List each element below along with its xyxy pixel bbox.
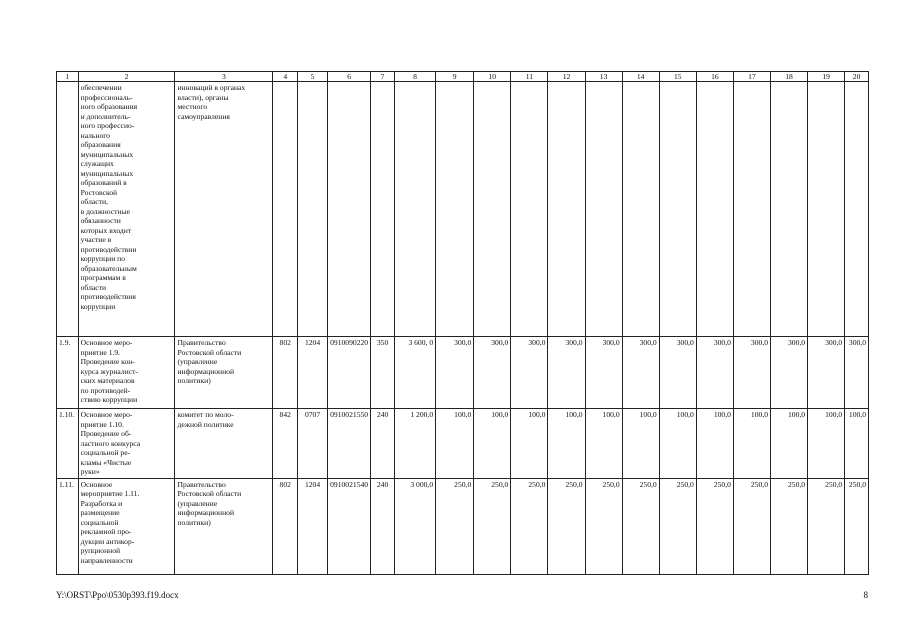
year-amount xyxy=(771,82,808,337)
vr-code: 240 xyxy=(371,478,395,574)
year-amount: 300,0 xyxy=(548,337,585,409)
column-number: 11 xyxy=(511,72,548,82)
year-amount: 100,0 xyxy=(808,409,845,479)
year-amount: 250,0 xyxy=(659,478,696,574)
program-activities-table xyxy=(56,71,869,575)
year-amount xyxy=(808,82,845,337)
total-amount: 3 000,0 xyxy=(394,478,435,574)
year-amount: 100,0 xyxy=(511,409,548,479)
year-amount: 300,0 xyxy=(808,337,845,409)
year-amount: 100,0 xyxy=(436,409,474,479)
grbs-code: 842 xyxy=(273,409,298,479)
year-amount xyxy=(845,82,869,337)
total-amount: 1 200,0 xyxy=(394,409,435,479)
year-amount: 100,0 xyxy=(659,409,696,479)
year-amount: 300,0 xyxy=(622,337,659,409)
rzpr-code: 1204 xyxy=(298,337,328,409)
year-amount: 250,0 xyxy=(548,478,585,574)
year-amount: 300,0 xyxy=(771,337,808,409)
year-amount: 300,0 xyxy=(659,337,696,409)
column-number: 10 xyxy=(474,72,511,82)
table-row xyxy=(57,478,869,574)
table-row xyxy=(57,82,869,337)
document-file-path: Y:\ORST\Ppo\0530p393.f19.docx xyxy=(56,590,179,600)
year-amount: 100,0 xyxy=(622,409,659,479)
grbs-code: 802 xyxy=(273,478,298,574)
responsible-executor: инноваций в органах власти), органы местного самоуправления xyxy=(175,82,273,337)
rzpr-code xyxy=(298,82,328,337)
year-amount xyxy=(474,82,511,337)
column-number: 1 xyxy=(57,72,79,82)
year-amount: 250,0 xyxy=(771,478,808,574)
csr-code: 0910090220 xyxy=(327,337,370,409)
activity-name: обеспечении профессиональ- ного образования и дополнитель- ного профессио- нального образования муниципальных служащих муниципальных образований в Ростовской области, в должностные обязанности которых входит участие в противодействии коррупции по образовательным программам в области противодействия коррупции xyxy=(78,82,175,337)
year-amount: 250,0 xyxy=(511,478,548,574)
table-row xyxy=(57,337,869,409)
column-number: 13 xyxy=(585,72,622,82)
column-number: 19 xyxy=(808,72,845,82)
year-amount: 250,0 xyxy=(622,478,659,574)
table-row xyxy=(57,409,869,479)
year-amount xyxy=(622,82,659,337)
year-amount: 300,0 xyxy=(436,337,474,409)
year-amount xyxy=(585,82,622,337)
vr-code xyxy=(371,82,395,337)
year-amount xyxy=(436,82,474,337)
year-amount: 100,0 xyxy=(585,409,622,479)
rzpr-code: 1204 xyxy=(298,478,328,574)
year-amount: 250,0 xyxy=(585,478,622,574)
column-number: 20 xyxy=(845,72,869,82)
column-number: 12 xyxy=(548,72,585,82)
csr-code: 0910021550 xyxy=(327,409,370,479)
grbs-code: 802 xyxy=(273,337,298,409)
column-number: 14 xyxy=(622,72,659,82)
responsible-executor: комитет по моло- дежной политике xyxy=(175,409,273,479)
csr-code xyxy=(327,82,370,337)
year-amount: 100,0 xyxy=(696,409,733,479)
year-amount: 100,0 xyxy=(474,409,511,479)
column-number: 3 xyxy=(175,72,273,82)
year-amount: 250,0 xyxy=(808,478,845,574)
year-amount xyxy=(548,82,585,337)
year-amount: 300,0 xyxy=(845,337,869,409)
activity-name: Основное мероприятие 1.11. Разработка и размещение социальной рекламной про- дукции антикор- рупционной направленности xyxy=(78,478,175,574)
vr-code: 350 xyxy=(371,337,395,409)
year-amount: 300,0 xyxy=(585,337,622,409)
item-number: 1.9. xyxy=(57,337,79,409)
year-amount: 250,0 xyxy=(436,478,474,574)
column-number: 5 xyxy=(298,72,328,82)
column-number: 8 xyxy=(394,72,435,82)
year-amount xyxy=(733,82,770,337)
year-amount: 300,0 xyxy=(474,337,511,409)
column-number: 7 xyxy=(371,72,395,82)
year-amount: 100,0 xyxy=(845,409,869,479)
total-amount: 3 600, 0 xyxy=(394,337,435,409)
column-number: 4 xyxy=(273,72,298,82)
csr-code: 0910021540 xyxy=(327,478,370,574)
total-amount xyxy=(394,82,435,337)
page-number: 8 xyxy=(863,590,868,600)
year-amount xyxy=(511,82,548,337)
year-amount: 250,0 xyxy=(845,478,869,574)
year-amount: 250,0 xyxy=(696,478,733,574)
activity-name: Основное меро- приятие 1.10. Проведение об- ластного конкурса социальной ре- кламы «Чистые руки» xyxy=(78,409,175,479)
year-amount: 100,0 xyxy=(733,409,770,479)
column-number: 15 xyxy=(659,72,696,82)
year-amount xyxy=(659,82,696,337)
vr-code: 240 xyxy=(371,409,395,479)
year-amount: 300,0 xyxy=(733,337,770,409)
year-amount: 300,0 xyxy=(696,337,733,409)
column-number: 16 xyxy=(696,72,733,82)
grbs-code xyxy=(273,82,298,337)
responsible-executor: Правительство Ростовской области (управление информационной политики) xyxy=(175,478,273,574)
item-number: 1.11. xyxy=(57,478,79,574)
column-number: 9 xyxy=(436,72,474,82)
activity-name: Основное меро- приятие 1.9. Проведение кон- курса журналист- ских материалов по противодей- ствию коррупции xyxy=(78,337,175,409)
year-amount xyxy=(696,82,733,337)
item-number: 1.10. xyxy=(57,409,79,479)
column-number: 18 xyxy=(771,72,808,82)
responsible-executor: Правительство Ростовской области (управление информационной политики) xyxy=(175,337,273,409)
item-number xyxy=(57,82,79,337)
year-amount: 300,0 xyxy=(511,337,548,409)
year-amount: 250,0 xyxy=(474,478,511,574)
column-number: 2 xyxy=(78,72,175,82)
year-amount: 250,0 xyxy=(733,478,770,574)
year-amount: 100,0 xyxy=(548,409,585,479)
year-amount: 100,0 xyxy=(771,409,808,479)
column-number: 17 xyxy=(733,72,770,82)
rzpr-code: 0707 xyxy=(298,409,328,479)
column-number: 6 xyxy=(327,72,370,82)
column-number-row xyxy=(57,72,869,82)
